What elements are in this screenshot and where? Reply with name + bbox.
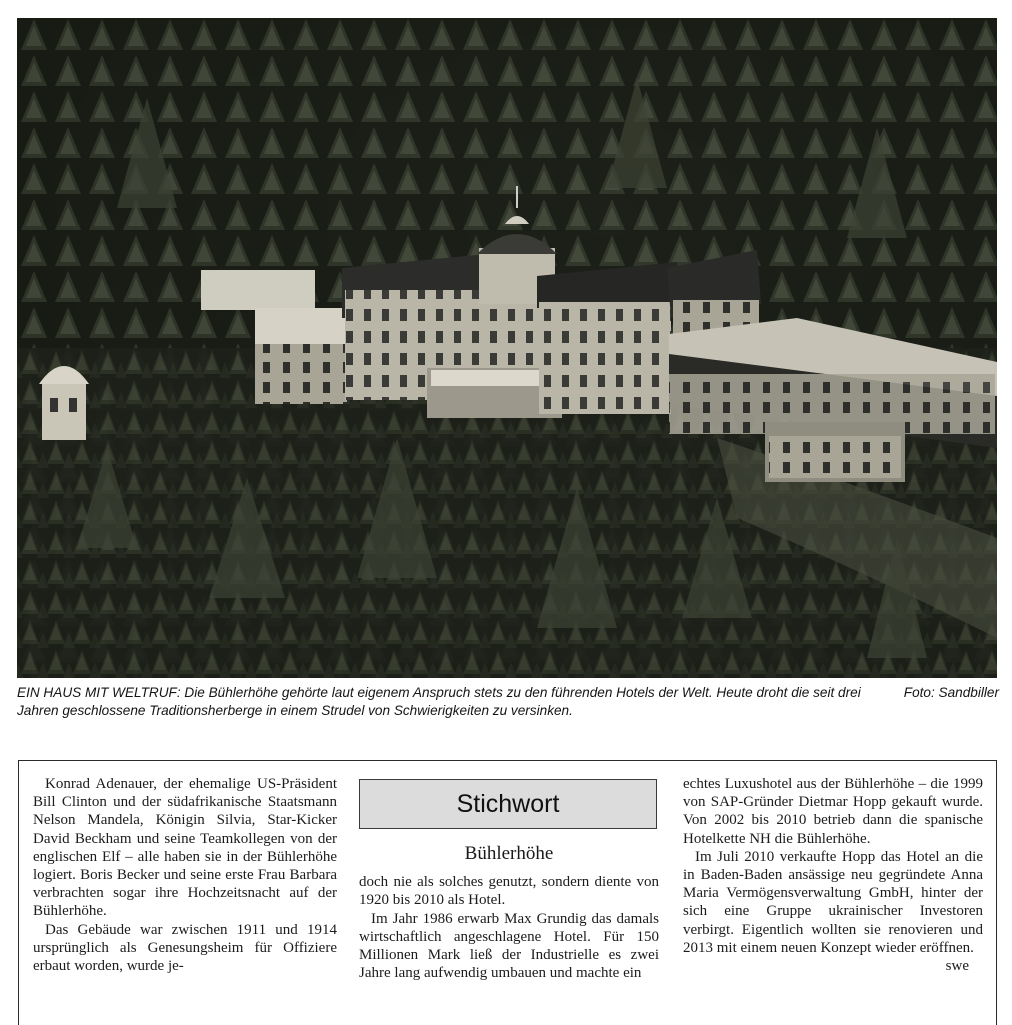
- paragraph: echtes Luxushotel aus der Bühlerhöhe – die 1999 von SAP-Gründer Dietmar Hopp gekauft wurde. Von 2002 bis 2010 betrieb dann die spanische Hotelkette NH die Bühlerhöhe.: [683, 776, 983, 847]
- stichwort-box: [359, 779, 657, 829]
- paragraph: Im Jahr 1986 erwarb Max Grundig das damals wirtschaftlich angeschlagene Hotel. Für 150 Millionen Mark ließ der Industrielle es zwei Jahre lang aufwendig umbauen und machte ein: [359, 910, 659, 982]
- paragraph: Das Gebäude war zwischen 1911 und 1914 ursprünglich als Genesungsheim für Offiziere erbaut worden, wurde je-: [33, 921, 337, 975]
- aerial-photo: [17, 18, 997, 678]
- paragraph: [683, 848, 983, 975]
- article-column-3: [683, 775, 983, 975]
- paragraph-text: Im Juli 2010 verkaufte Hopp das Hotel an die in Baden-Baden ansässige neu gegründete Anna Maria Vermögensverwaltung GmbH, hinter der sich eine Gruppe ukrainischer Investoren verbirgt. Eigentlich wollten sie renovieren und 2013 mit einem neuen Konzept wieder eröffnen.: [683, 848, 983, 956]
- article-subhead: Bühlerhöhe: [464, 843, 554, 864]
- photo-credit: Foto: Sandbiller: [903, 685, 999, 700]
- caption-text: EIN HAUS MIT WELTRUF: Die Bühlerhöhe gehörte laut eigenem Anspruch stets zu den führenden Hotels der Welt. Heute droht die seit drei Jahren geschlossene Traditionsherberge in einem Strudel von Schwierigkeiten zu versinken.: [17, 685, 861, 718]
- stichwort-title: Stichwort: [456, 789, 560, 818]
- article-box: [18, 760, 997, 1025]
- article-column-1: [33, 775, 337, 975]
- author-initials: swe: [945, 958, 969, 975]
- paragraph: doch nie als solches genutzt, sondern diente von 1920 bis 2010 als Hotel.: [359, 874, 659, 909]
- article-column-2: [359, 779, 659, 982]
- hotel-forest-illustration: [17, 18, 997, 678]
- paragraph: Konrad Adenauer, der ehemalige US-Präsident Bill Clinton und der südafrikanische Staatsmann Nelson Mandela, Königin Silvia, Star-Kicker David Beckham und seine Teamkollegen von der englischen Elf – alle haben sie in der Bühlerhöhe logiert. Boris Becker und seine erste Frau Barbara verbrachten sogar ihre Hochzeitsnacht auf der Bühlerhöhe.: [33, 776, 337, 920]
- photo-caption: [17, 684, 999, 720]
